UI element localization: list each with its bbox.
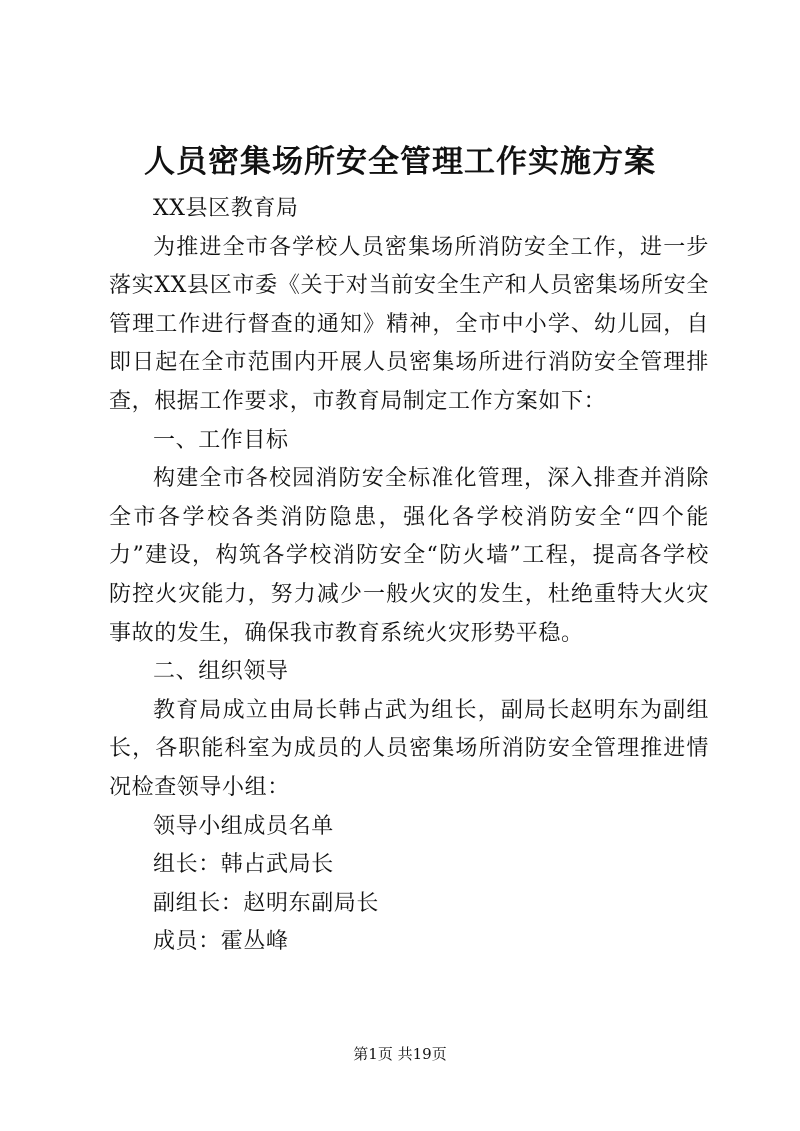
author-line: XX县区教育局 xyxy=(153,196,299,221)
leader-line: 组长：韩占武局长 xyxy=(153,852,334,878)
organization-paragraph: 教育局成立由局长韩占武为组长，副局长赵明东为副组长，各职能科室为成员的人员密集场所消防安全管理推进情况检查领导小组： xyxy=(109,697,709,800)
deputy-leader-line: 副组长：赵明东副局长 xyxy=(153,890,380,916)
intro-paragraph: 为推进全市各学校人员密集场所消防安全工作，进一步落实XX县区市委《关于对当前安全生产和人员密集场所安全管理工作进行督查的通知》精神，全市中小学、幼儿园，自即日起在全市范围内开展人员密集场所进行消防安全管理排查，根据工作要求，市教育局制定工作方案如下： xyxy=(109,234,709,414)
members-line: 成员：霍丛峰 xyxy=(153,929,289,955)
section-heading-goals: 一、工作目标 xyxy=(153,427,289,453)
goals-paragraph: 构建全市各校园消防安全标准化管理，深入排查并消除全市各学校各类消防隐患，强化各学校消防安全“四个能力”建设，构筑各学校消防安全“防火墙”工程，提高各学校防控火灾能力，努力减少一般火灾的发生，杜绝重特大火灾事故的发生，确保我市教育系统火灾形势平稳。 xyxy=(109,466,709,646)
document-title: 人员密集场所安全管理工作实施方案 xyxy=(144,144,656,180)
member-list-title: 领导小组成员名单 xyxy=(153,813,334,839)
section-heading-organization: 二、组织领导 xyxy=(153,659,289,685)
page-number-footer: 第1页 共19页 xyxy=(353,1045,447,1063)
document-body xyxy=(109,190,709,962)
